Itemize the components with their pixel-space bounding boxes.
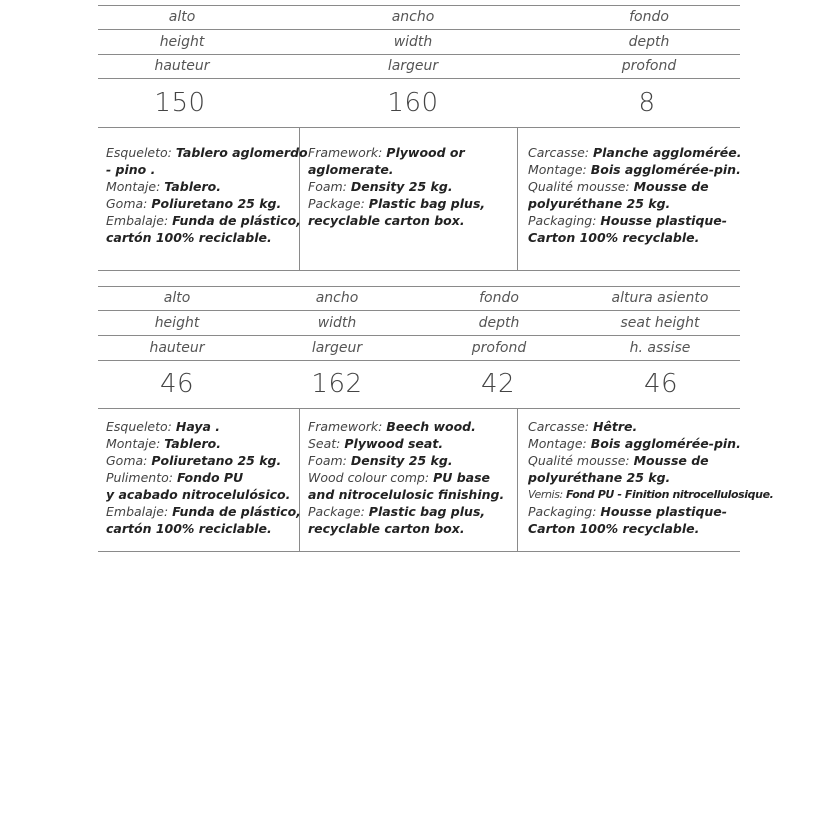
header-hauteur: hauteur <box>154 58 210 74</box>
desc-line: Pulimento: Fondo PU <box>106 470 244 485</box>
desc-line: Carton 100% recyclable. <box>528 230 700 245</box>
header-height: height <box>154 315 200 331</box>
desc-line: aglomerate. <box>308 162 394 177</box>
desc-line: Packaging: Housse plastique- <box>528 213 727 228</box>
header-profond: profond <box>621 58 677 74</box>
header-fondo: fondo <box>629 9 669 25</box>
header-alto: alto <box>163 290 191 306</box>
value-ancho: 160 <box>387 88 439 118</box>
desc-line: Carcasse: Planche agglomérée. <box>528 145 742 160</box>
header-depth: depth <box>478 315 520 331</box>
desc-line: Carcasse: Hêtre. <box>528 419 638 434</box>
desc-line: Embalaje: Funda de plástico, <box>106 213 301 228</box>
desc-line: recyclable carton box. <box>308 213 465 228</box>
desc-line: Package: Plastic bag plus, <box>308 196 486 211</box>
desc-line: cartón 100% reciclable. <box>106 521 272 536</box>
header-h-assise: h. assise <box>629 340 691 356</box>
desc-line: and nitrocelulosic finishing. <box>308 487 505 502</box>
desc-line: Montaje: Tablero. <box>106 179 221 194</box>
desc-line: polyuréthane 25 kg. <box>528 470 671 485</box>
desc-line: recyclable carton box. <box>308 521 465 536</box>
header-profond: profond <box>471 340 527 356</box>
desc-line: Qualité mousse: Mousse de <box>528 179 709 194</box>
desc-line: Wood colour comp: PU base <box>308 470 491 485</box>
table-2-desc-en <box>308 418 504 537</box>
header-altura-asiento: altura asiento <box>611 290 709 306</box>
desc-line: Esqueleto: Haya . <box>106 419 221 434</box>
value-ancho: 162 <box>311 369 363 399</box>
header-largeur: largeur <box>387 58 439 74</box>
header-fondo: fondo <box>479 290 519 306</box>
header-width: width <box>393 34 433 50</box>
table-2-desc-es <box>106 418 301 537</box>
desc-line: Foam: Density 25 kg. <box>308 453 453 468</box>
header-alto: alto <box>168 9 196 25</box>
desc-line: polyuréthane 25 kg. <box>528 196 671 211</box>
header-width: width <box>317 315 357 331</box>
desc-line: Embalaje: Funda de plástico, <box>106 504 301 519</box>
desc-line: Foam: Density 25 kg. <box>308 179 453 194</box>
table-2-desc-fr <box>528 418 773 537</box>
header-height: height <box>159 34 205 50</box>
header-depth: depth <box>628 34 670 50</box>
header-ancho: ancho <box>391 9 435 25</box>
desc-line: Packaging: Housse plastique- <box>528 504 727 519</box>
desc-line: Montage: Bois agglomérée-pin. <box>528 162 741 177</box>
desc-line: Esqueleto: Tablero aglomerdo <box>106 145 308 160</box>
desc-line: Montage: Bois agglomérée-pin. <box>528 436 741 451</box>
desc-line: Carton 100% recyclable. <box>528 521 700 536</box>
desc-line: Qualité mousse: Mousse de <box>528 453 709 468</box>
value-fondo: 42 <box>480 369 516 399</box>
desc-line: Montaje: Tablero. <box>106 436 221 451</box>
desc-line: Framework: Beech wood. <box>308 419 476 434</box>
desc-line: - pino . <box>106 162 156 177</box>
value-altura-asiento: 46 <box>643 369 679 399</box>
header-hauteur: hauteur <box>149 340 205 356</box>
table-1-desc-en <box>308 144 485 229</box>
desc-line: cartón 100% reciclable. <box>106 230 272 245</box>
desc-line: y acabado nitrocelulósico. <box>106 487 291 502</box>
desc-line: Goma: Poliuretano 25 kg. <box>106 196 282 211</box>
desc-line: Goma: Poliuretano 25 kg. <box>106 453 282 468</box>
header-ancho: ancho <box>315 290 359 306</box>
desc-line: Seat: Plywood seat. <box>308 436 444 451</box>
desc-line: Vernis: Fond PU - Finition nitrocellulosique. <box>528 488 774 501</box>
desc-line: Framework: Plywood or <box>308 145 465 160</box>
value-alto: 46 <box>159 369 195 399</box>
header-seat-height: seat height <box>620 315 700 331</box>
value-alto: 150 <box>154 88 206 118</box>
header-largeur: largeur <box>311 340 363 356</box>
table-1-desc-fr <box>528 144 741 246</box>
desc-line: Package: Plastic bag plus, <box>308 504 486 519</box>
table-1-desc-es <box>106 144 308 246</box>
value-fondo: 8 <box>638 88 656 118</box>
